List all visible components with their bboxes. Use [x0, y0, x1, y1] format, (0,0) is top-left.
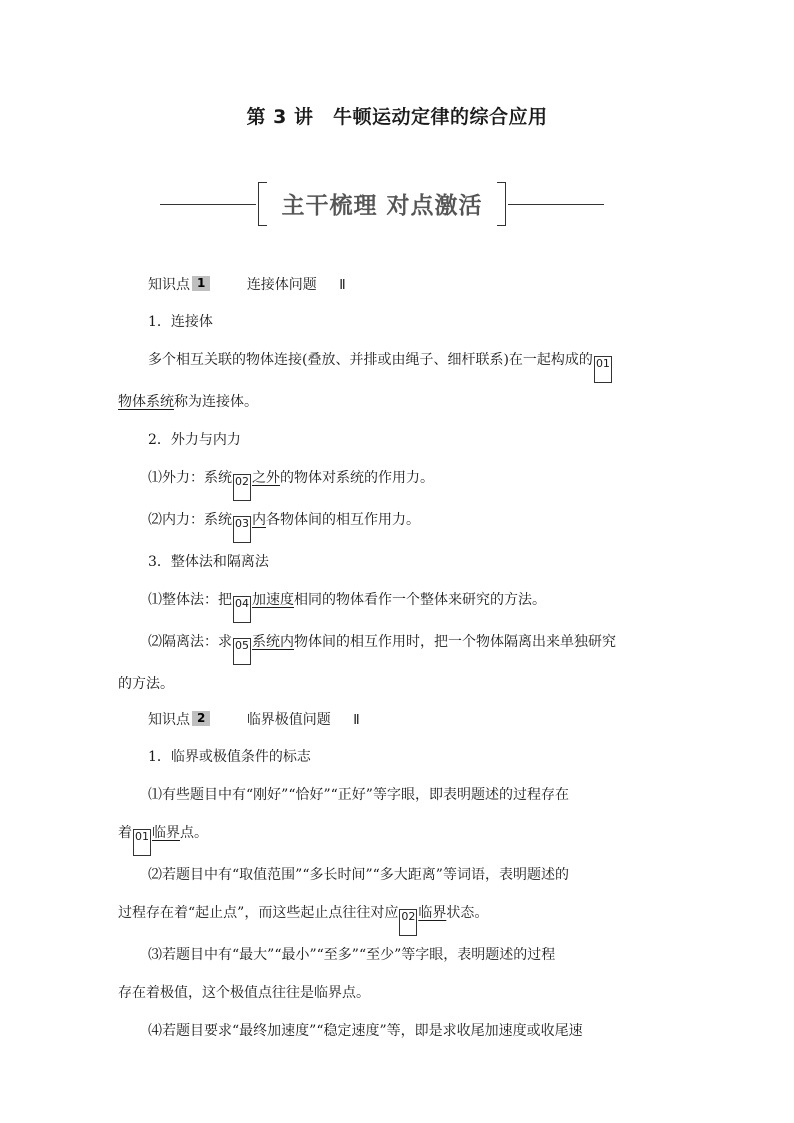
item-critical-1: ⑴有些题目中有“刚好”“恰好”“正好”等字眼，即表明题述的过程存在	[148, 787, 569, 803]
blank-number: 02	[233, 474, 251, 501]
paragraph-connected-bodies-cont: 物体系统称为连接体。	[118, 394, 258, 410]
knowledge-point-level: Ⅱ	[339, 278, 346, 293]
knowledge-point-topic: 连接体问题	[246, 277, 317, 293]
banner-rule-left	[160, 204, 256, 205]
banner-bracket-right	[497, 182, 506, 226]
heading-forces: 2．外力与内力	[148, 432, 241, 448]
knowledge-point-topic: 临界极值问题	[246, 712, 331, 728]
item-external-force: ⑴外力：系统 02 之外的物体对系统的作用力。	[118, 459, 678, 501]
item-critical-2-cont: 过程存在着“起止点”，而这些起止点往往对应 02 临界状态。	[118, 894, 678, 936]
blank-number: 03	[233, 516, 251, 543]
item-internal-force: ⑵内力：系统 03 内各物体间的相互作用力。	[118, 501, 678, 543]
heading-critical-conditions: 1．临界或极值条件的标志	[148, 749, 311, 765]
blank-number: 04	[233, 596, 251, 623]
heading-connected-bodies: 1．连接体	[148, 314, 213, 330]
section-banner	[160, 182, 604, 226]
banner-rule-right	[508, 204, 604, 205]
answer-text: 物体系统	[118, 394, 174, 410]
knowledge-point-2	[118, 703, 678, 738]
item-isolation-method-cont: 的方法。	[118, 676, 174, 692]
knowledge-point-number: 1	[192, 276, 210, 291]
item-critical-3-cont: 存在着极值，这个极值点往往是临界点。	[118, 985, 370, 1001]
paragraph-connected-bodies: 多个相互关联的物体连接(叠放、并排或由绳子、细杆联系)在一起构成的 01	[118, 341, 678, 383]
blank-number: 01	[594, 356, 612, 383]
item-whole-method: ⑴整体法：把 04 加速度相同的物体看作一个整体来研究的方法。	[118, 581, 678, 623]
knowledge-point-level: Ⅱ	[353, 713, 360, 728]
item-critical-2: ⑵若题目中有“取值范围”“多长时间”“多大距离”等词语，表明题述的	[148, 867, 569, 883]
page-title: 第 3 讲 牛顿运动定律的综合应用	[246, 106, 548, 128]
answer-text: 临界	[418, 905, 447, 921]
item-critical-4: ⑷若题目要求“最终加速度”“稳定速度”等，即是求收尾加速度或收尾速	[148, 1023, 583, 1039]
blank-number: 01	[133, 829, 151, 856]
item-isolation-method: ⑵隔离法：求 05 系统内物体间的相互作用时，把一个物体隔离出来单独研究	[118, 623, 678, 665]
heading-methods: 3．整体法和隔离法	[148, 554, 269, 570]
answer-text: 临界	[152, 825, 180, 841]
answer-text: 内	[252, 512, 266, 528]
item-critical-1-cont: 着 01 临界点。	[118, 814, 678, 856]
answer-text: 系统内	[252, 634, 294, 650]
banner-bracket-left	[258, 182, 267, 226]
knowledge-point-label: 知识点	[148, 712, 190, 728]
item-critical-3: ⑶若题目中有“最大”“最小”“至多”“至少”等字眼，表明题述的过程	[148, 947, 556, 963]
answer-text: 之外	[252, 470, 280, 486]
answer-text: 加速度	[252, 592, 294, 608]
blank-number: 05	[233, 638, 251, 665]
document-body	[118, 268, 678, 1050]
banner-text: 主干梳理 对点激活	[281, 193, 483, 219]
blank-number: 02	[399, 909, 417, 936]
knowledge-point-label: 知识点	[148, 277, 190, 293]
knowledge-point-number: 2	[192, 711, 210, 726]
knowledge-point-1	[118, 268, 678, 303]
